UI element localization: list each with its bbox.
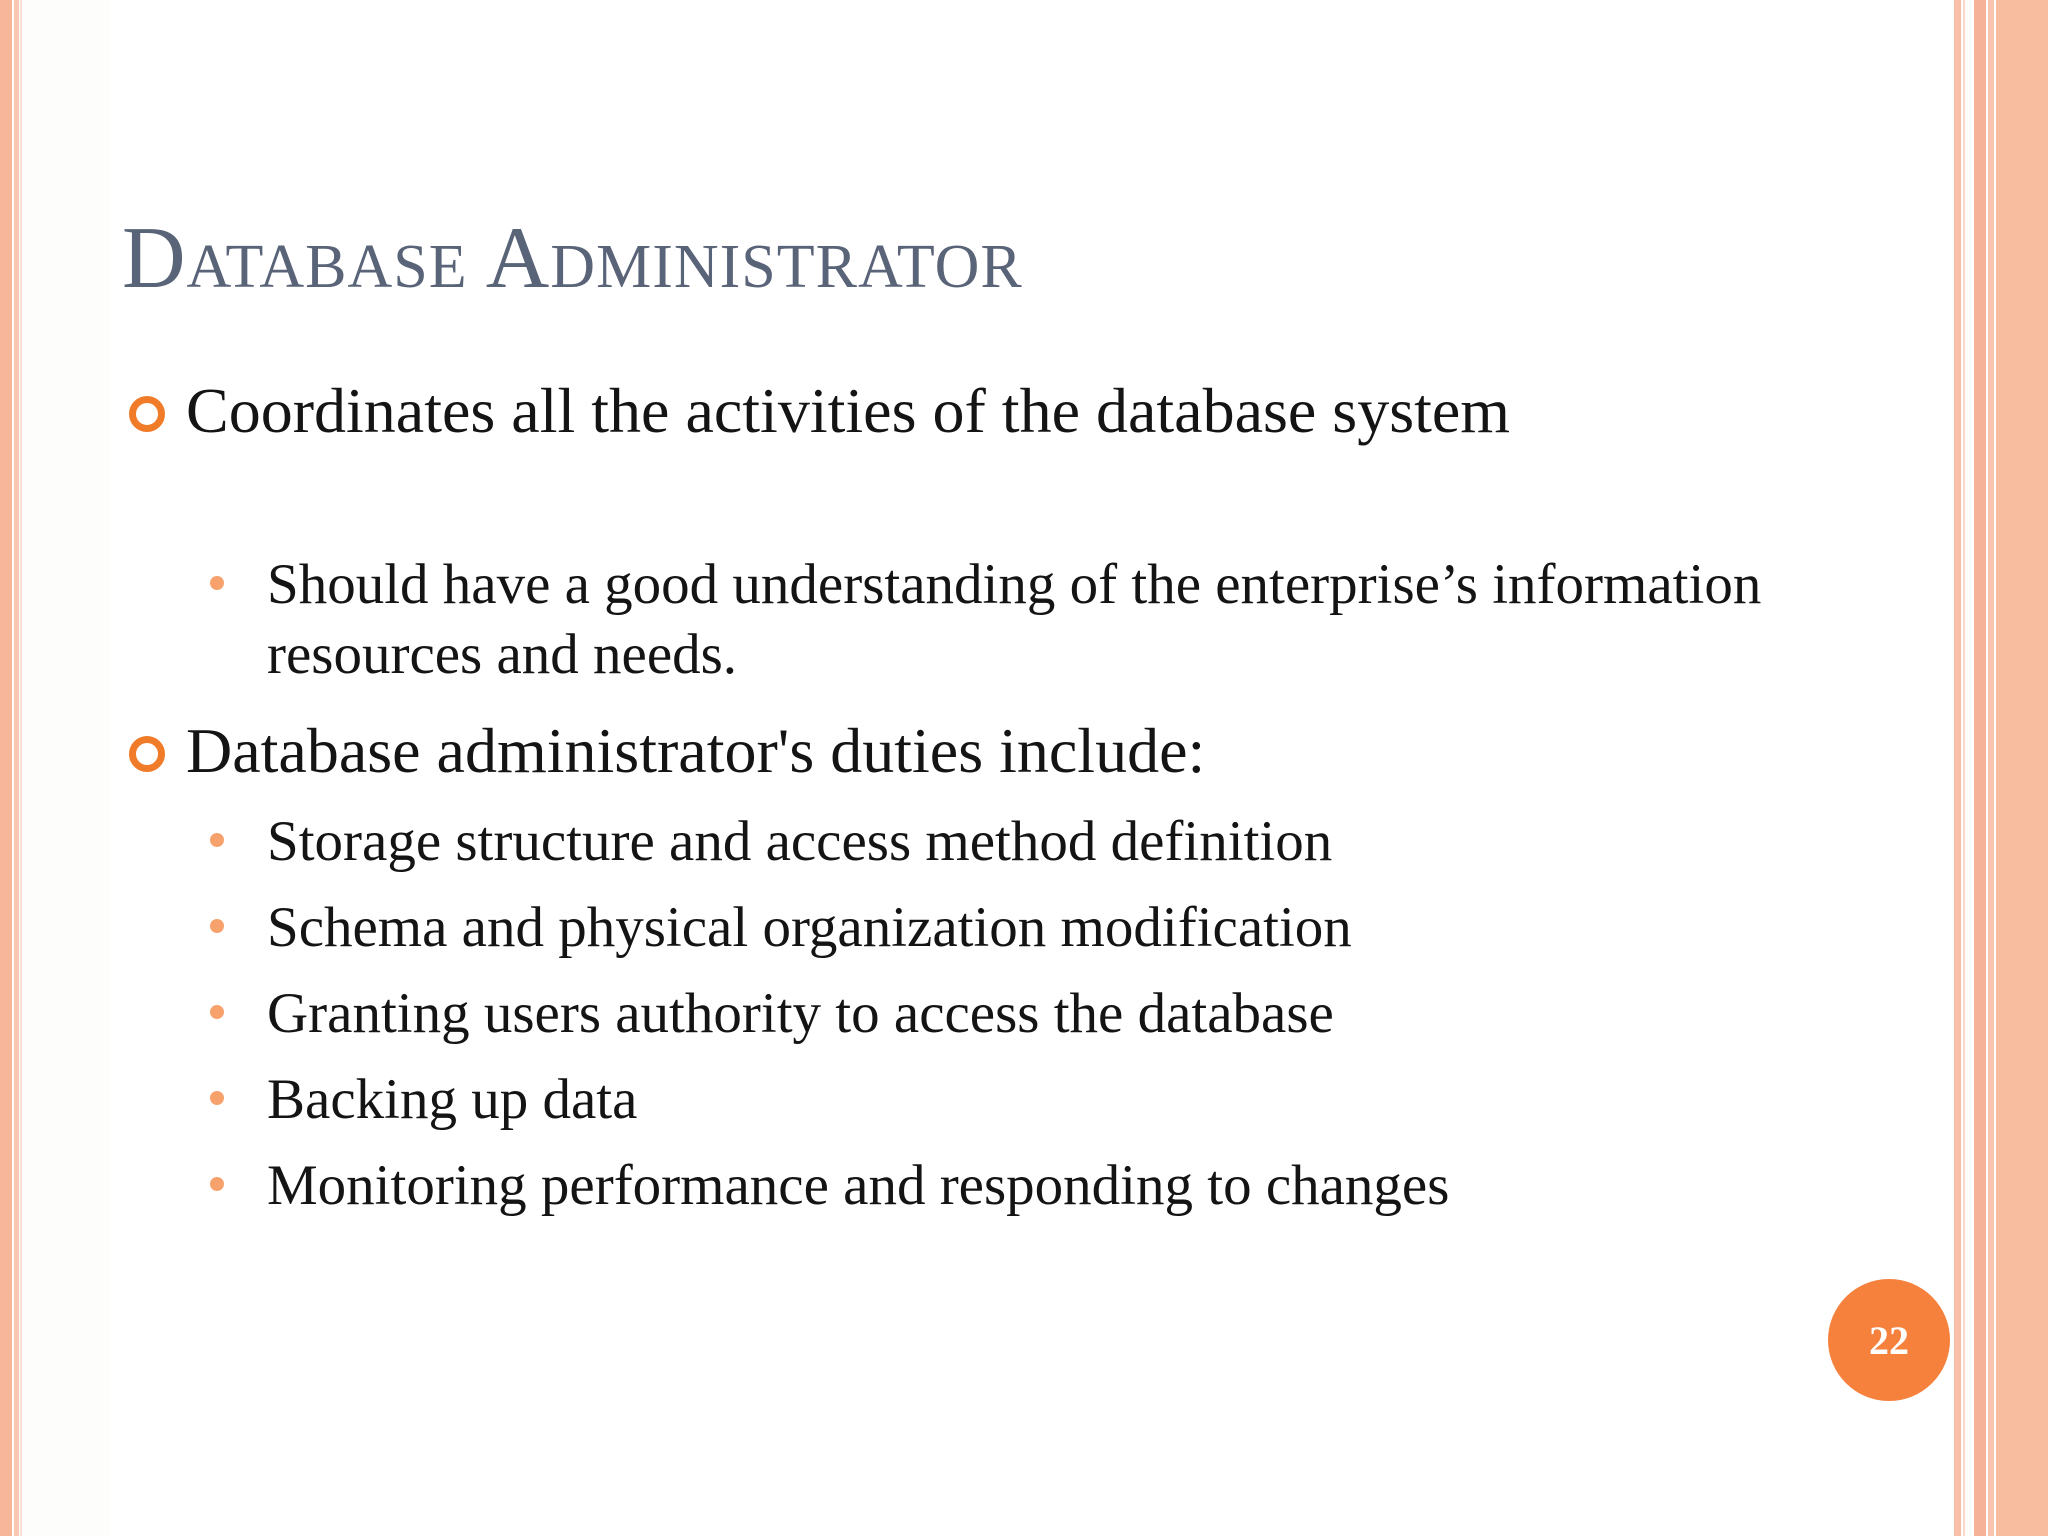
- bullet-item: [186, 370, 1726, 452]
- right-border-stripe: [1963, 0, 1965, 1536]
- page-number: 22: [1869, 1317, 1909, 1363]
- dot-bullet-icon: [210, 1091, 224, 1105]
- sub-bullet-item: [267, 1151, 1767, 1221]
- right-border-stripe: [1996, 0, 2048, 1536]
- bullet-text: Coordinates all the activities of the database system: [186, 375, 1511, 446]
- sub-bullet-item: [267, 550, 1767, 690]
- right-border-stripe: [1988, 0, 1994, 1536]
- dot-bullet-icon: [210, 576, 224, 590]
- dot-bullet-icon: [210, 919, 224, 933]
- right-border-stripe: [1954, 0, 1961, 1536]
- sub-bullet-text: Should have a good understanding of the enterprise’s information resources and needs.: [267, 553, 1762, 686]
- right-border-stripe: [1974, 0, 1986, 1536]
- ring-bullet-icon: [129, 736, 165, 772]
- slide-title: Database Administrator: [122, 210, 1023, 307]
- dot-bullet-icon: [210, 1177, 224, 1191]
- page-number-badge: [1828, 1279, 1950, 1401]
- sub-bullet-text: Granting users authority to access the database: [267, 982, 1334, 1045]
- sub-bullet-text: Backing up data: [267, 1068, 638, 1131]
- bullet-text: Database administrator's duties include:: [186, 715, 1206, 786]
- sub-bullet-text: Schema and physical organization modification: [267, 896, 1352, 959]
- dot-bullet-icon: [210, 833, 224, 847]
- sub-bullet-text: Monitoring performance and responding to changes: [267, 1154, 1450, 1217]
- sub-bullet-item: [267, 807, 1767, 877]
- sub-bullet-item: [267, 893, 1767, 963]
- ring-bullet-icon: [129, 396, 165, 432]
- sub-bullet-item: [267, 1065, 1767, 1135]
- bullet-item: [186, 710, 1726, 792]
- dot-bullet-icon: [210, 1005, 224, 1019]
- sub-bullet-item: [267, 979, 1767, 1049]
- sub-bullet-text: Storage structure and access method definition: [267, 810, 1333, 873]
